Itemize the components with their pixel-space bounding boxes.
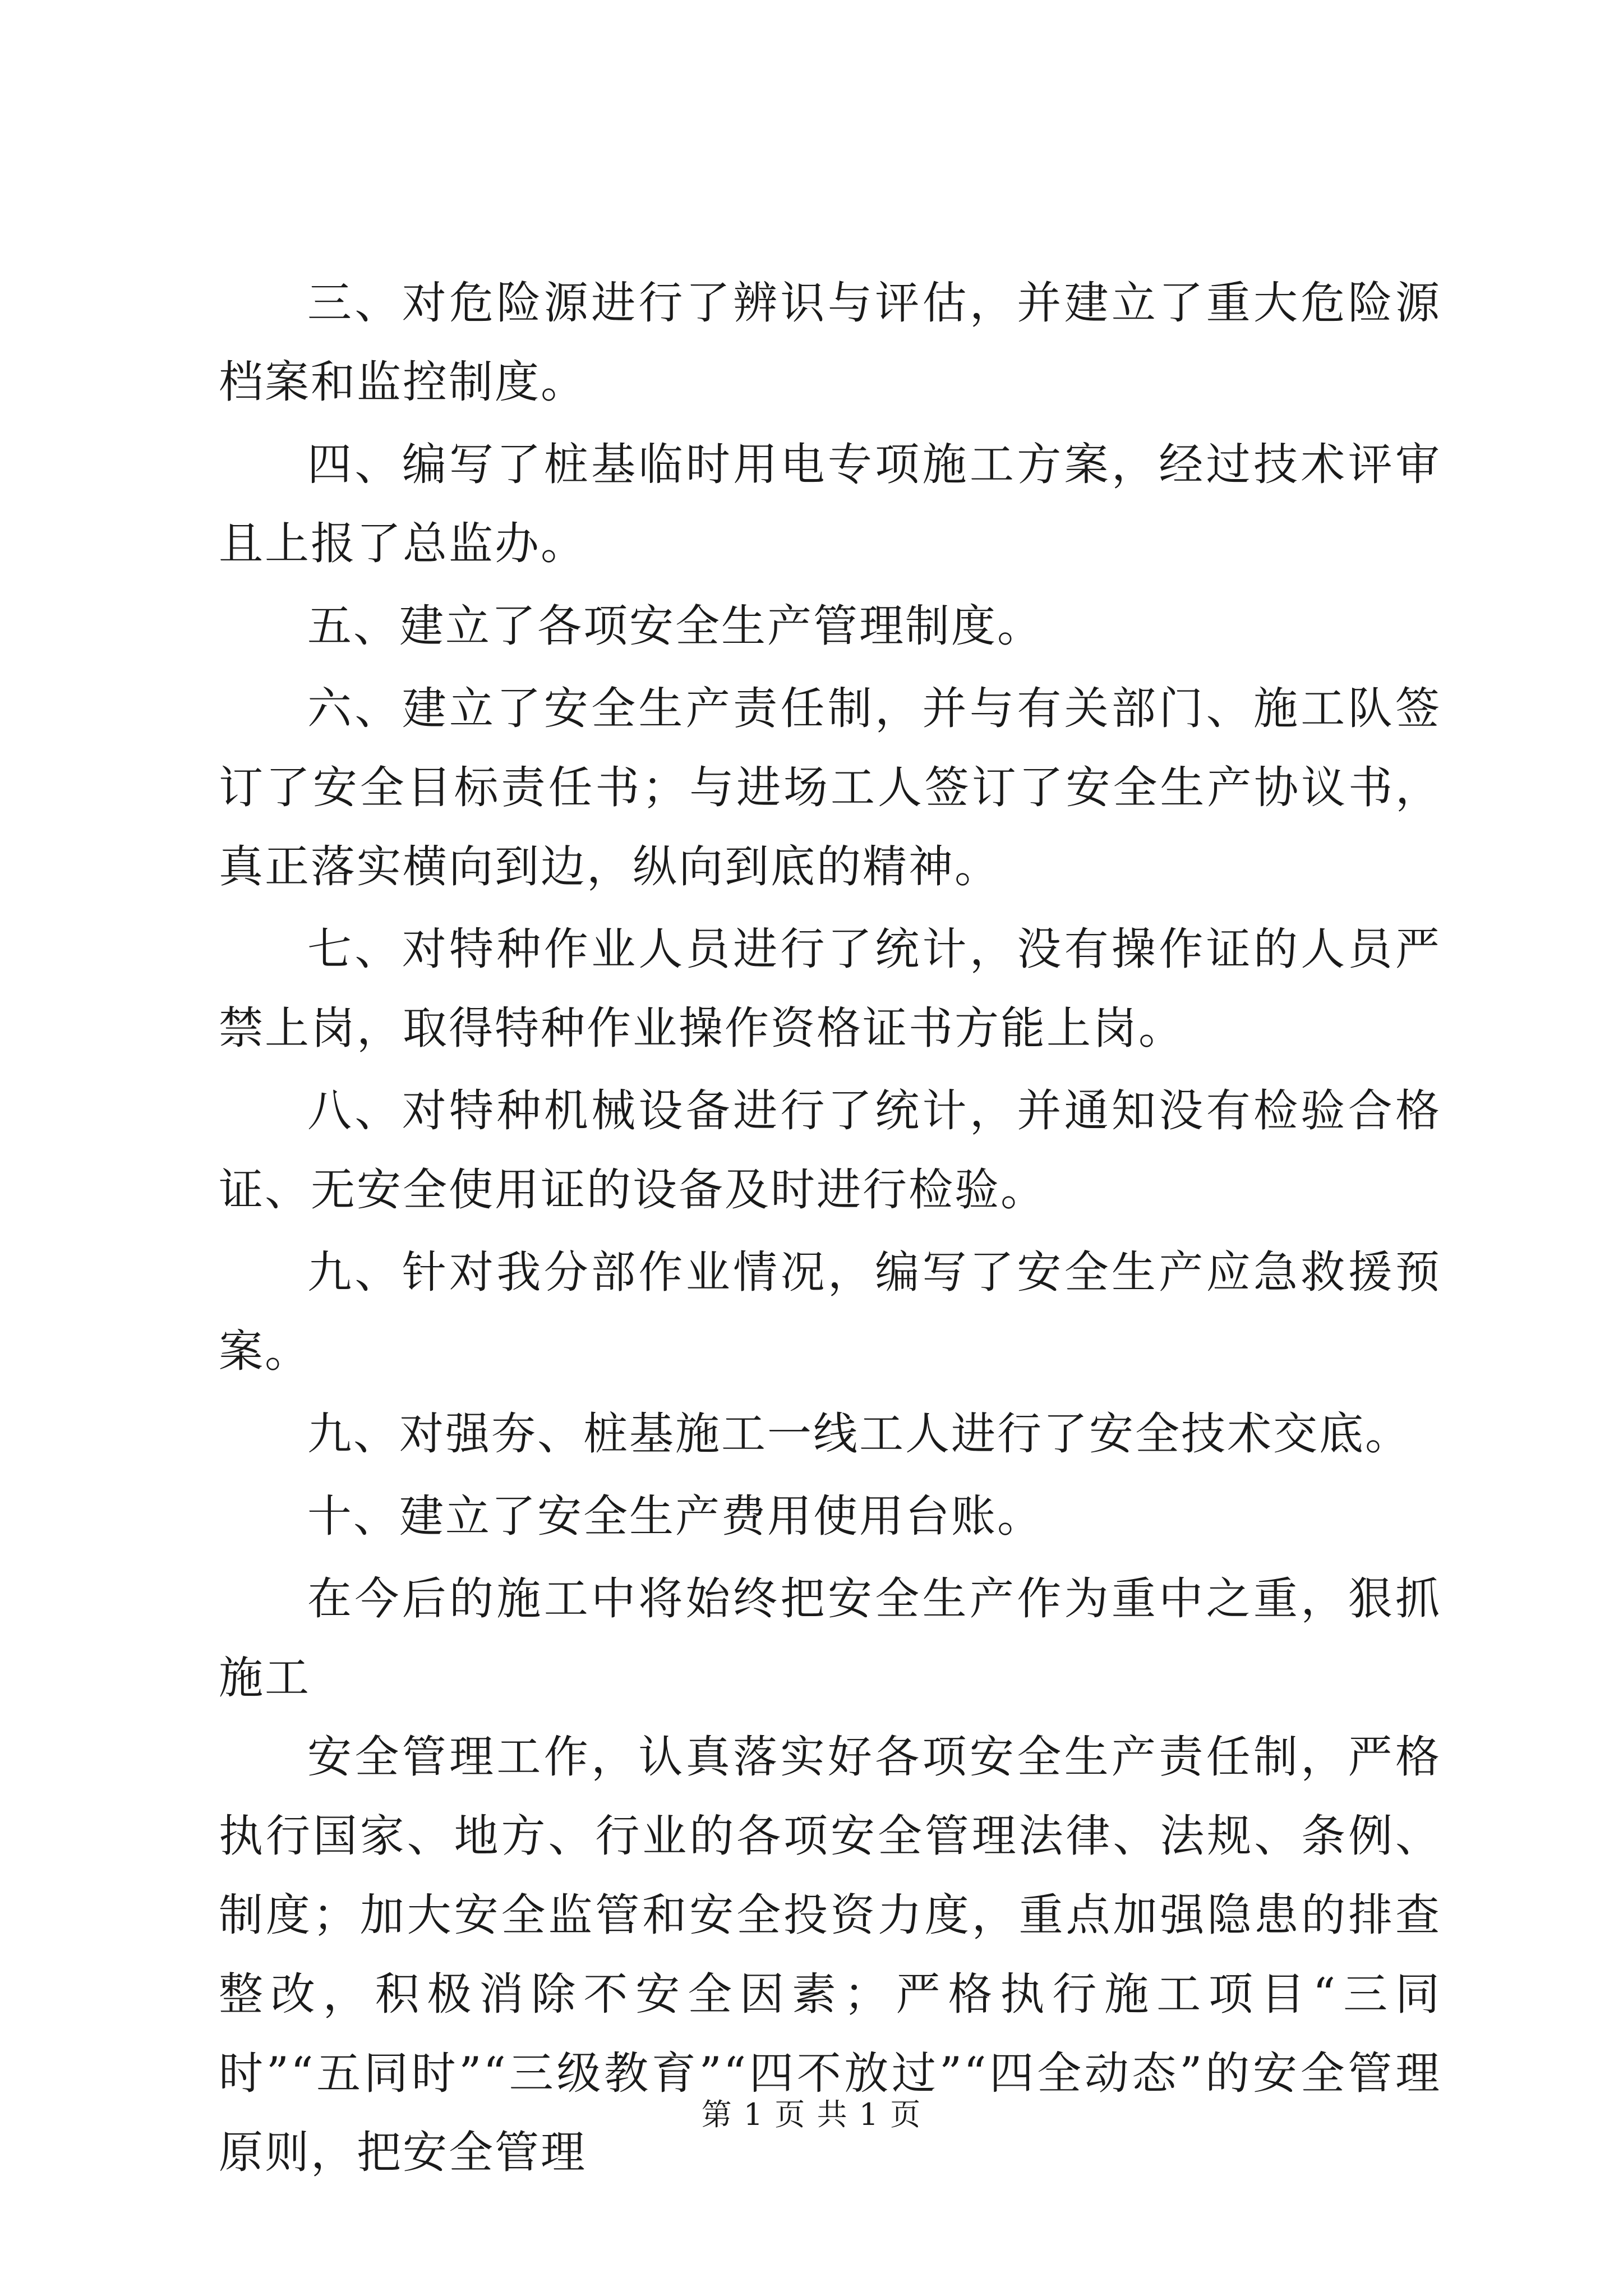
paragraph-8: 八、对特种机械设备进行了统计，并通知没有检验合格证、无安全使用证的设备及时进行检验。 bbox=[219, 1085, 1441, 1216]
document-body bbox=[219, 264, 1441, 2192]
paragraph-7: 七、对特种作业人员进行了统计，没有操作证的人员严禁上岗，取得特种作业操作资格证书方能上岗。 bbox=[219, 923, 1441, 1054]
paragraph-4: 四、编写了桩基临时用电专项施工方案，经过技术评审且上报了总监办。 bbox=[219, 439, 1441, 569]
paragraph-5: 五、建立了各项安全生产管理制度。 bbox=[307, 600, 1043, 652]
paragraph-9b: 九、对强夯、桩基施工一线工人进行了安全技术交底。 bbox=[307, 1408, 1411, 1460]
paragraph-closing-2: 安全管理工作，认真落实好各项安全生产责任制，严格执行国家、地方、行业的各项安全管理法律、法规、条例、制度；加大安全监管和安全投资力度，重点加强隐患的排查整改，积极消除不安全因素；严格执行施工项目“三同时”“五同时”“三级教育”“四不放过”“四全动态”的安全管理原则，把安全管理 bbox=[219, 1731, 1441, 2178]
paragraph-9a: 九、针对我分部作业情况，编写了安全生产应急救援预案。 bbox=[219, 1246, 1441, 1377]
paragraph-3: 三、对危险源进行了辨识与评估，并建立了重大危险源档案和监控制度。 bbox=[219, 277, 1441, 408]
page-footer: 第 1 页 共 1 页 bbox=[701, 2097, 922, 2132]
paragraph-closing-1: 在今后的施工中将始终把安全生产作为重中之重，狠抓施工 bbox=[219, 1573, 1441, 1704]
paragraph-6: 六、建立了安全生产责任制，并与有关部门、施工队签订了安全目标责任书；与进场工人签订了安全生产协议书，真正落实横向到边，纵向到底的精神。 bbox=[219, 683, 1441, 892]
paragraph-10: 十、建立了安全生产费用使用台账。 bbox=[307, 1490, 1043, 1542]
